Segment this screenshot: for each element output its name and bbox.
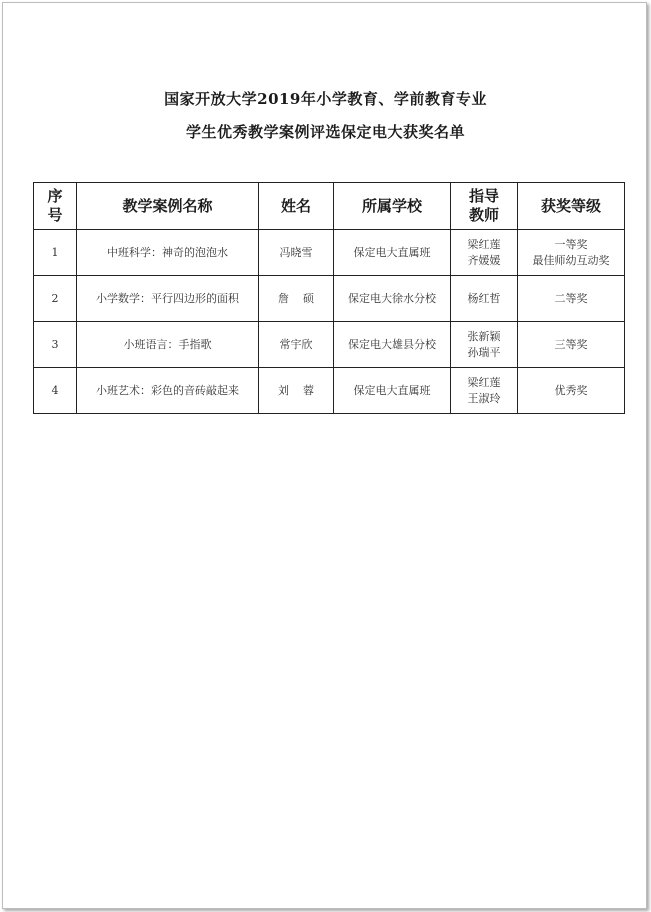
header-case-title: 教学案例名称 <box>77 183 259 230</box>
document-title-line2: 学生优秀教学案例评选保定电大获奖名单 <box>185 123 465 141</box>
row-index: 3 <box>34 322 77 368</box>
document-title-line1: 国家开放大学2019年小学教育、学前教育专业 <box>164 90 487 108</box>
row-award: 优秀奖 <box>518 368 625 414</box>
table-row <box>34 322 625 368</box>
row-award: 三等奖 <box>518 322 625 368</box>
row-student-name: 詹硕 <box>259 276 334 322</box>
header-name: 姓名 <box>259 183 334 230</box>
row-school: 保定电大雄县分校 <box>334 322 451 368</box>
row-advisor: 梁红莲 王淑玲 <box>451 368 518 414</box>
row-school: 保定电大徐水分校 <box>334 276 451 322</box>
row-advisor: 杨红哲 <box>451 276 518 322</box>
row-case-title: 小班语言：手指歌 <box>77 322 259 368</box>
awards-table <box>33 182 625 414</box>
table-row <box>34 230 625 276</box>
row-award: 二等奖 <box>518 276 625 322</box>
row-case-title: 小学数学：平行四边形的面积 <box>77 276 259 322</box>
row-index: 1 <box>34 230 77 276</box>
table-row <box>34 276 625 322</box>
header-school: 所属学校 <box>334 183 451 230</box>
row-advisor: 梁红莲 齐媛媛 <box>451 230 518 276</box>
row-advisor: 张新颖 孙瑞平 <box>451 322 518 368</box>
row-school: 保定电大直属班 <box>334 368 451 414</box>
table-row <box>34 368 625 414</box>
row-school: 保定电大直属班 <box>334 230 451 276</box>
row-case-title: 中班科学：神奇的泡泡水 <box>77 230 259 276</box>
header-award: 获奖等级 <box>518 183 625 230</box>
header-advisor: 指导 教师 <box>451 183 518 230</box>
row-student-name: 冯晓雪 <box>259 230 334 276</box>
row-student-name: 刘蓉 <box>259 368 334 414</box>
header-index: 序 号 <box>34 183 77 230</box>
row-index: 4 <box>34 368 77 414</box>
table-header-row <box>34 183 625 230</box>
row-index: 2 <box>34 276 77 322</box>
row-award: 一等奖 最佳师幼互动奖 <box>518 230 625 276</box>
row-student-name: 常宇欣 <box>259 322 334 368</box>
row-case-title: 小班艺术：彩色的音砖敲起来 <box>77 368 259 414</box>
